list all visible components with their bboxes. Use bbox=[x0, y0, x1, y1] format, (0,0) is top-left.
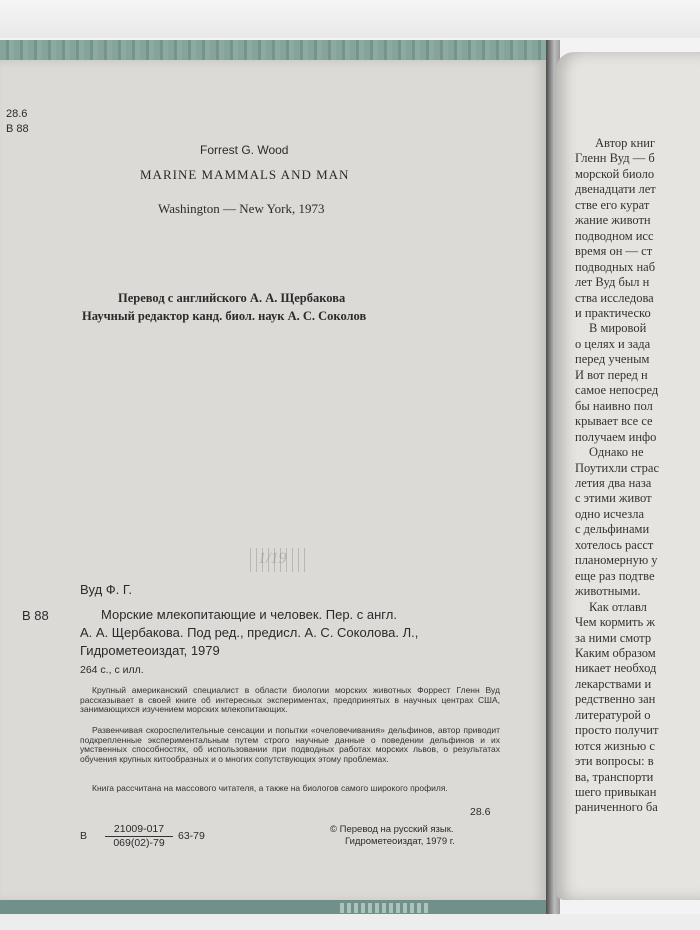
right-line: Как отлавл bbox=[589, 599, 647, 614]
original-author: Forrest G. Wood bbox=[200, 143, 289, 157]
right-line: подводных наб bbox=[575, 259, 656, 274]
right-line: лекарствами и bbox=[575, 676, 652, 691]
right-line: просто получит bbox=[575, 723, 659, 738]
right-line: еще раз подтве bbox=[575, 568, 655, 583]
fraction-suffix: 63-79 bbox=[178, 830, 205, 842]
right-line: о целях и зада bbox=[575, 336, 651, 351]
right-line: Каким образом bbox=[575, 645, 656, 660]
copyright-line-2: Гидрометеоиздат, 1979 г. bbox=[345, 836, 455, 847]
right-line: одно исчезла bbox=[575, 506, 645, 521]
right-line: никает необход bbox=[575, 661, 657, 676]
cover-ornament bbox=[340, 903, 430, 913]
right-line: В мировой bbox=[589, 321, 647, 336]
right-line: время он — ст bbox=[575, 244, 653, 259]
right-line: ются жизнью с bbox=[575, 738, 655, 753]
shelf-code: 28.6 bbox=[6, 108, 28, 120]
right-line: эти вопросы: в bbox=[575, 754, 654, 769]
right-line: стве его курат bbox=[575, 197, 650, 212]
right-line: за ними смотр bbox=[575, 630, 652, 645]
catalog-code: В 88 bbox=[22, 608, 49, 623]
bottom-code: 28.6 bbox=[470, 806, 491, 818]
handwriting: 1/19 bbox=[258, 550, 287, 567]
right-line: хотелось расст bbox=[575, 537, 654, 552]
right-line: самое непосред bbox=[575, 383, 659, 398]
right-line: Однако не bbox=[589, 445, 644, 460]
fraction-numerator: 21009-017 bbox=[105, 823, 173, 837]
copyright-line-1: © Перевод на русский язык. bbox=[330, 824, 454, 835]
right-line: шего привыкан bbox=[575, 785, 657, 800]
right-line: ва, транспорти bbox=[575, 769, 654, 784]
catalog-line-3: Гидрометеоиздат, 1979 bbox=[80, 643, 220, 658]
right-line: перед ученым bbox=[575, 352, 650, 367]
original-imprint: Washington — New York, 1973 bbox=[158, 201, 325, 216]
fraction-denominator: 069(02)-79 bbox=[113, 837, 165, 849]
right-line: подводном исс bbox=[575, 228, 654, 243]
right-line: крывает все се bbox=[575, 414, 653, 429]
right-line: планомерную у bbox=[575, 553, 658, 568]
right-line: Автор книг bbox=[595, 136, 656, 150]
right-line: с этими живот bbox=[575, 491, 652, 506]
right-line: с дельфинами bbox=[575, 522, 650, 537]
right-line: ства исследова bbox=[575, 290, 654, 305]
right-line: бы наивно пол bbox=[575, 398, 653, 413]
catalog-line-1: Морские млекопитающие и человек. Пер. с англ. bbox=[101, 607, 397, 622]
editor-line: Научный редактор канд. биол. наук А. С. Соколов bbox=[82, 309, 367, 323]
original-title: MARINE MAMMALS AND MAN bbox=[140, 167, 350, 182]
abstract-paragraph-1: Крупный американский специалист в области биологии морских животных Форрест Гленн Вуд рассказывает в своей книге об интересных экспериментах, предпринятых в научных центрах США, занимающихся изучением морских млекопитающих. bbox=[80, 685, 500, 714]
catalog-line-2: А. А. Щербакова. Под ред., предисл. А. С. Соколова. Л., bbox=[80, 625, 419, 640]
abstract-paragraph-3: Книга рассчитана на массового читателя, а также на биологов самого широкого профиля. bbox=[92, 783, 448, 793]
cover-bottom-band bbox=[0, 900, 546, 914]
translator-line: Перевод с английского А. А. Щербакова bbox=[118, 291, 346, 305]
right-line: лет Вуд был н bbox=[575, 275, 650, 290]
fraction-prefix: В bbox=[80, 830, 88, 842]
background-top bbox=[0, 0, 700, 38]
right-line: Чем кормить ж bbox=[575, 615, 655, 630]
right-line: получаем инфо bbox=[575, 429, 657, 444]
right-page-text bbox=[575, 136, 700, 816]
fraction bbox=[105, 823, 173, 849]
left-page bbox=[0, 60, 546, 902]
background-bottom bbox=[0, 914, 700, 930]
right-line: летия два наза bbox=[575, 475, 652, 490]
right-line: и практическо bbox=[575, 305, 651, 320]
right-line: Поутихли страс bbox=[575, 460, 660, 475]
right-line: жание животн bbox=[575, 213, 651, 228]
right-line: литературой о bbox=[575, 707, 651, 722]
right-line: редственно зан bbox=[575, 692, 656, 707]
shelf-code-2: В 88 bbox=[6, 123, 29, 135]
abstract-paragraph-2: Развенчивая скороспелительные сенсации и попытки «очеловечивания» дельфинов, автор приводит подкрепленные экспериментальным путем строго научные данные о поведении дельфинов и их умственных способностях, об использовании при подводных работах морских львов, о результатах обучения крупных китообразных и о многих сопутствующих этому проблемах. bbox=[80, 725, 500, 764]
right-line: И вот перед н bbox=[575, 367, 648, 382]
catalog-author: Вуд Ф. Г. bbox=[80, 582, 132, 597]
right-line: раниченного ба bbox=[575, 800, 658, 815]
right-line: Гленн Вуд — б bbox=[575, 151, 655, 166]
pages-line: 264 с., с илл. bbox=[80, 664, 144, 676]
right-line: двенадцати лет bbox=[575, 182, 656, 197]
right-line: животными. bbox=[575, 584, 641, 599]
right-line: морской биоло bbox=[575, 166, 655, 181]
